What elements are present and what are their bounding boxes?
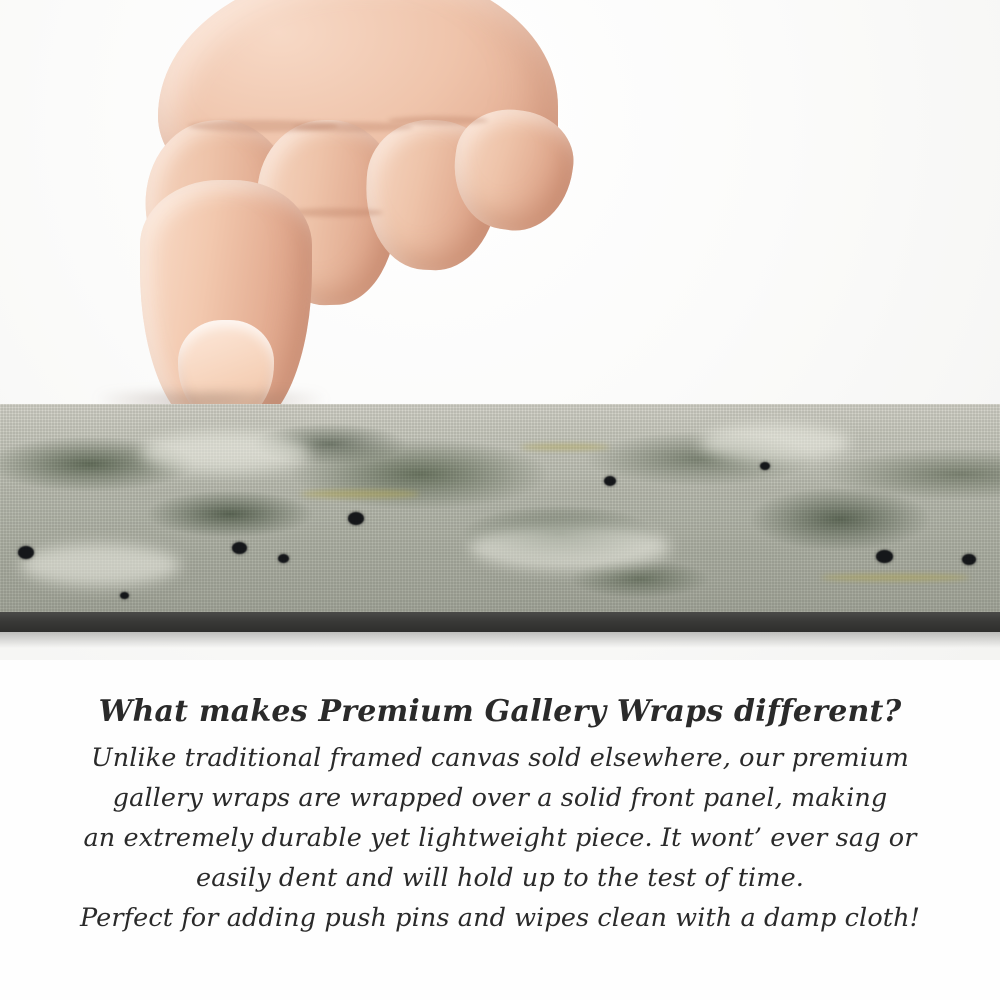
- caption-block: [0, 690, 1000, 938]
- skin-crease: [293, 122, 413, 132]
- canvas-highlight: [140, 432, 310, 472]
- canvas-highlight: [700, 424, 850, 462]
- caption-title: What makes Premium Gallery Wraps different?: [98, 694, 902, 729]
- caption-line-3: an extremely durable yet lightweight piece. It wont’ ever sag or: [83, 823, 917, 853]
- canvas-dark-spot: [604, 476, 616, 486]
- canvas-drop-shadow: [0, 632, 1000, 648]
- canvas-yellow-streak: [520, 444, 610, 450]
- canvas-dark-spot: [278, 554, 289, 563]
- canvas-yellow-streak: [820, 574, 970, 581]
- canvas-weave-texture: [0, 404, 1000, 618]
- caption-line-1: Unlike traditional framed canvas sold elsewhere, our premium: [91, 743, 909, 773]
- canvas-dark-spot: [232, 542, 247, 554]
- caption-line-2: gallery wraps are wrapped over a solid front panel, making: [112, 783, 888, 813]
- caption-line-4: easily dent and will hold up to the test of time.: [196, 863, 804, 893]
- skin-crease: [388, 116, 488, 125]
- hand-illustration: [118, 0, 588, 430]
- canvas-yellow-streak: [300, 490, 420, 498]
- canvas-dark-spot: [962, 554, 976, 565]
- caption-line-5: Perfect for adding push pins and wipes clean with a damp cloth!: [80, 903, 920, 933]
- canvas-wrap-edge: [0, 404, 1000, 618]
- canvas-highlight: [20, 544, 180, 586]
- canvas-dark-spot: [120, 592, 129, 599]
- canvas-highlight: [470, 524, 670, 570]
- canvas-dark-spot: [876, 550, 893, 563]
- canvas-dark-spot: [18, 546, 34, 559]
- canvas-dark-spot: [760, 462, 770, 470]
- canvas-side-edge: [0, 612, 1000, 632]
- canvas-dark-spot: [348, 512, 364, 525]
